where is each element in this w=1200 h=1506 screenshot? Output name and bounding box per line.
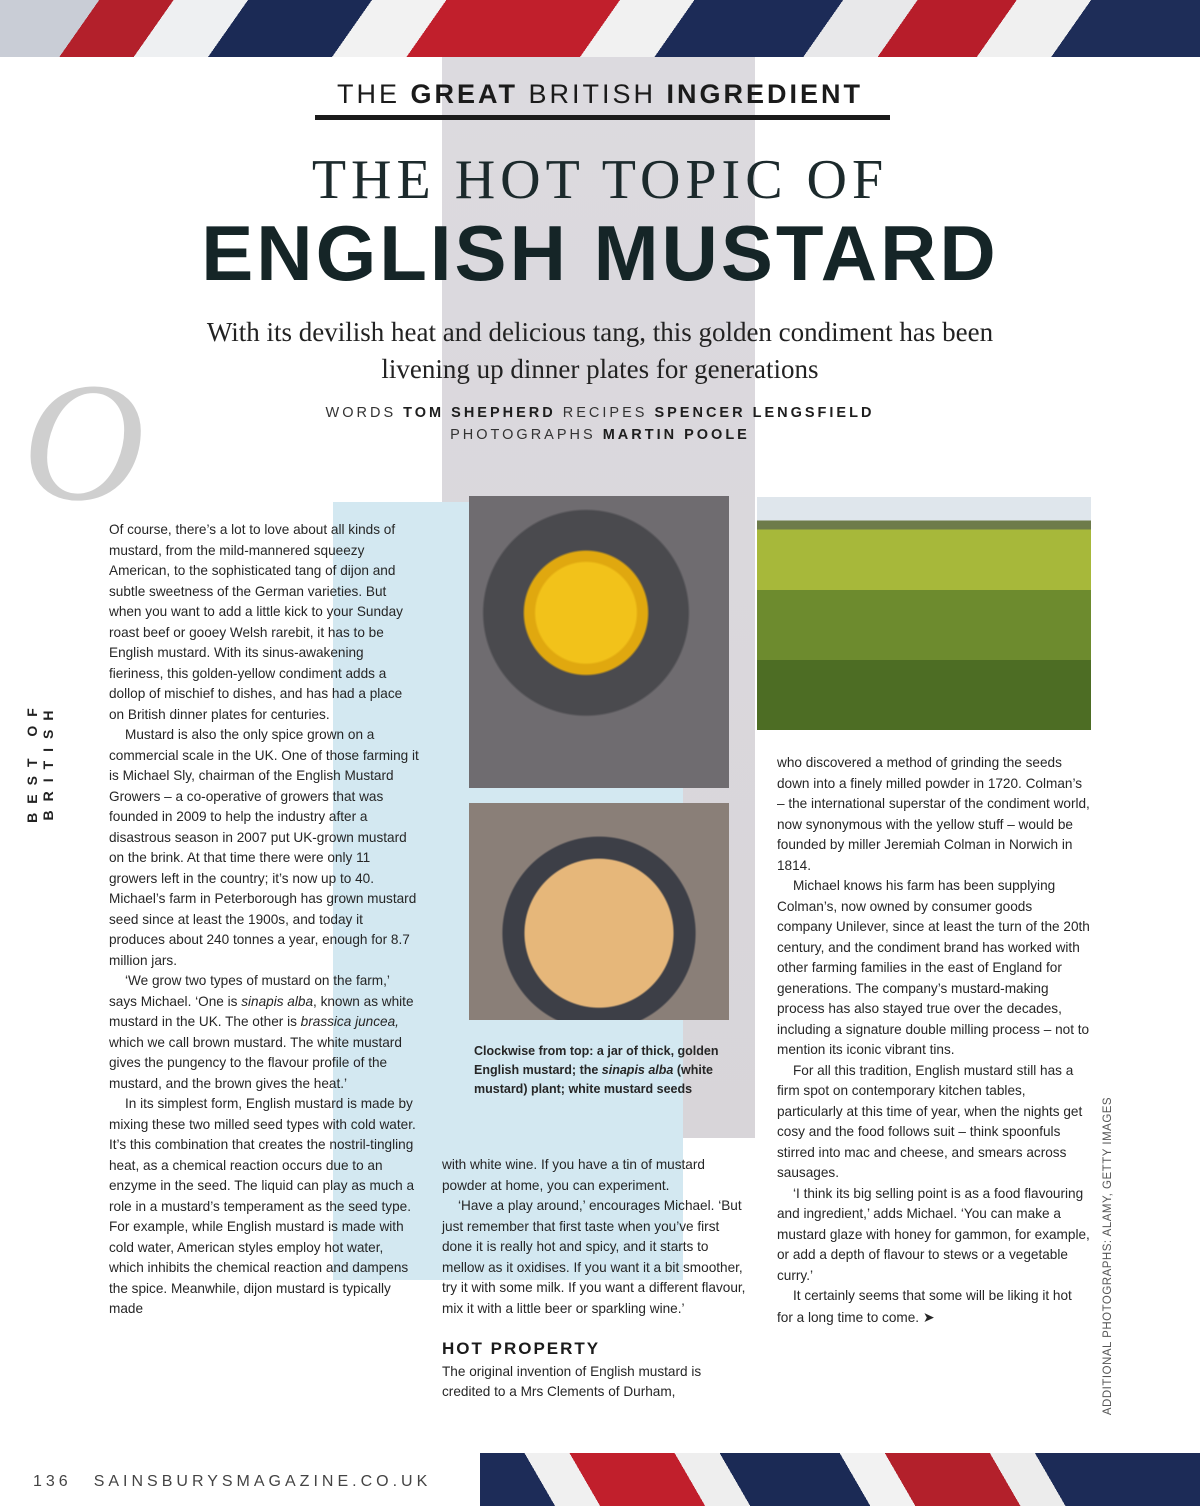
headline-line-2: ENGLISH MUSTARD [201,209,999,297]
paragraph: Mustard is also the only spice grown on a commercial scale in the UK. One of those farming it is Michael Sly, chairman of the English Mustard Growers – a co-operative of growers that was founded in 2009 to help the industry after a disastrous season in 2007 put UK-grown mustard on the brink. At that time there were only 11 growers left in the country; it’s now up to 40. Michael’s farm in Peterborough has grown mustard seed since at least the 1900s, and today it produces about 240 tonnes a year, enough for 8.7 million jars. [109,727,419,968]
website: SAINSBURYSMAGAZINE.CO.UK [93,1473,432,1490]
page-number: 136 [33,1473,72,1490]
credit-label: WORDS [325,405,397,421]
paragraph: Of course, there’s a lot to love about all kinds of mustard, from the mild-mannered squeezy American, to the sophisticated tang of dijon and subtle sweetness of the German varieties. But when you want to add a little kick to your Sunday roast beef or gooey Welsh rarebit, it has to be English mustard. With its sinus-awakening fieriness, this golden-yellow condiment adds a dollop of mischief to dishes, and has had a place on British dinner plates for centuries. [109,522,403,722]
section-kicker [0,78,1200,110]
subheading: HOT PROPERTY [442,1339,601,1358]
paragraph: Michael knows his farm has been supplying Colman’s, now owned by consumer goods company Unilever, since at least the turn of the 20th century, and the condiment brand has worked with other farming families in the east of England for generations. The company’s mustard-making process has also stayed true over the decades, including a signature double milling process – not to mention its iconic vibrant tins. [777,878,1090,1057]
paragraph: with white wine. If you have a tin of mustard powder at home, you can experiment. [442,1157,705,1193]
kicker-text: THE [336,79,411,109]
kicker-rule [315,115,890,120]
drop-cap: O [22,348,145,536]
photo-mustard-jar [469,496,729,788]
paragraph: ‘Have a play around,’ encourages Michael. ‘But just remember that first taste when you’ve first done it is really hot and spicy, and it starts to mellow as it oxidises. If you want it a bit smoother, try it with some milk. If you want a different flavour, mix it with a little beer or sparkling wine.’ [442,1198,746,1316]
section-label-vertical: BEST OF BRITISH [24,699,56,823]
kicker-text: GREAT [410,79,518,109]
union-flag-banner-top [0,0,1200,57]
photo-caption: Clockwise from top: a jar of thick, golden English mustard; the sinapis alba (white mustard) plant; white mustard seeds [474,1044,719,1096]
credits [0,402,1200,446]
photo-credit: ADDITIONAL PHOTOGRAPHS: ALAMY, GETTY IMAGES [1102,1096,1114,1416]
paragraph: The original invention of English mustard is credited to a Mrs Clements of Durham, [442,1363,702,1399]
credit-label: RECIPES [562,405,648,421]
standfirst: With its devilish heat and delicious tang, this golden condiment has been livening up dinner plates for generations [206,317,994,384]
kicker-text: INGREDIENT [666,79,864,109]
credit-name: SPENCER LENGSFIELD [654,405,875,421]
paragraph: ‘I think its big selling point is as a food flavouring and ingredient,’ adds Michael. ‘You can make a mustard glaze with honey for gammon, for example, or add a depth of flavour to stews or a vegetable curry.’ [777,1185,1090,1283]
paragraph: ‘We grow two types of mustard on the farm,’ says Michael. ‘One is sinapis alba, known as white mustard in the UK. The other is brassica juncea, which we call brown mustard. The white mustard gives the pungency to the flavour profile of the mustard, and the brown gives the heat.’ [109,973,414,1091]
paragraph: In its simplest form, English mustard is made by mixing these two milled seed types with cold water. It’s this combination that creates the nostril-tingling heat, as a chemical reaction occurs due to an enzyme in the seed. The liquid can play as much a role in a mustard’s temperament as the seed type. For example, while English mustard is made with cold water, American styles employ hot water, which inhibits the chemical reaction and dampens the spice. Meanwhile, dijon mustard is typically made [109,1096,416,1316]
kicker-text: BRITISH [517,79,667,109]
credit-label: PHOTOGRAPHS [450,427,596,443]
photo-mustard-seeds [469,803,729,1020]
page-footer [33,1472,431,1492]
photo-mustard-field [757,497,1091,730]
credit-name: TOM SHEPHERD [403,405,556,421]
paragraph: For all this tradition, English mustard still has a firm spot on contemporary kitchen tables, particularly at this time of year, when the nights get cosy and the food follows suit – think spoonfuls stirred into mac and cheese, and smears across sausages. [777,1062,1083,1180]
union-flag-banner-bottom [480,1453,1200,1506]
article-column-1 [109,520,421,1320]
paragraph: It certainly seems that some will be liking it hot for a long time to come. ➤ [777,1288,1072,1325]
article-column-2 [442,1155,750,1403]
credit-name: MARTIN POOLE [602,427,750,443]
end-arrow-icon: ➤ [922,1308,935,1325]
article-column-3 [777,753,1091,1328]
paragraph: who discovered a method of grinding the seeds down into a finely milled powder in 1720. Colman’s – the international superstar of the condiment world, now synonymous with the yellow stuff – would be founded by miller Jeremiah Colman in Norwich in 1814. [777,755,1090,873]
headline-line-1: THE HOT TOPIC OF [311,149,889,211]
